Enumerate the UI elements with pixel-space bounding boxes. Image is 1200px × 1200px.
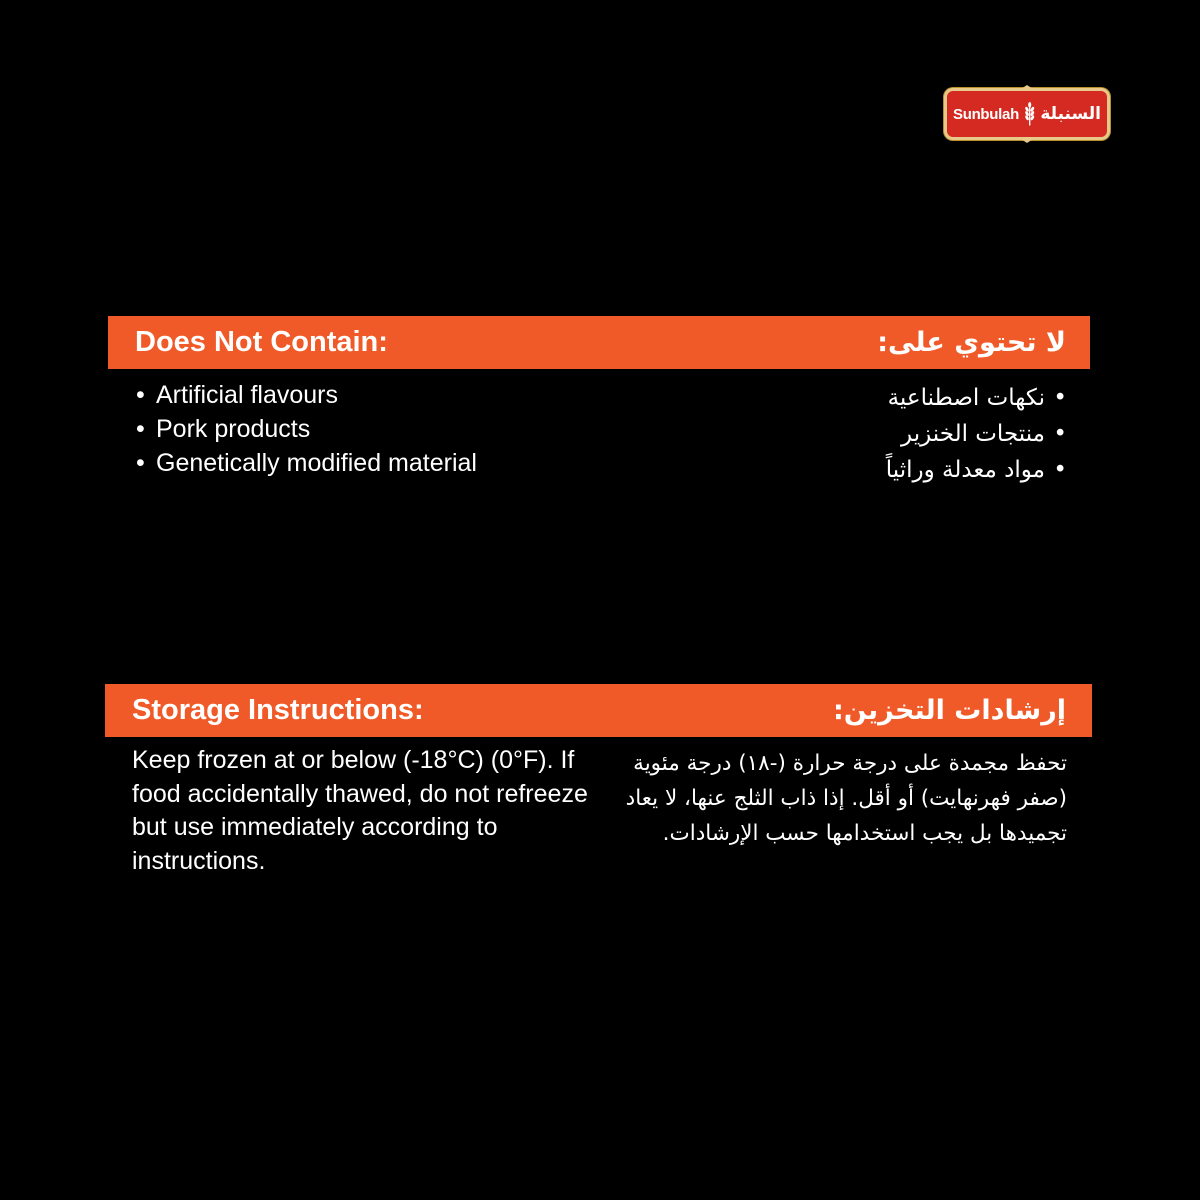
storage-title-en: Storage Instructions: xyxy=(132,694,424,726)
does-not-contain-list-ar xyxy=(886,380,1067,488)
sunbulah-logo xyxy=(944,88,1110,140)
storage-title-ar: إرشادات التخزين: xyxy=(832,695,1066,726)
logo-notch-bottom xyxy=(1018,137,1036,143)
does-not-contain-title-en: Does Not Contain: xyxy=(135,326,388,358)
does-not-contain-list-en xyxy=(136,378,477,480)
storage-text-ar: تحفظ مجمدة على درجة حرارة (-١٨) درجة مئوية (صفر فهرنهايت) أو أقل. إذا ذاب الثلج عنها، لا يعاد تجميدها بل يجب استخدامها حسب الإرشادات. xyxy=(625,751,1067,846)
list-item: • منتجات الخنزير xyxy=(886,416,1067,452)
logo-name-en: Sunbulah xyxy=(953,105,1019,123)
does-not-contain-title-ar: لا تحتوي على: xyxy=(877,327,1066,358)
list-item: • Artificial flavours xyxy=(136,378,477,412)
logo-notch-top xyxy=(1018,85,1036,91)
logo-name-ar: السنبلة xyxy=(1040,104,1101,124)
list-item: • Pork products xyxy=(136,412,477,446)
storage-text-en: Keep frozen at or below (-18°C) (0°F). If food accidentally thawed, do not refreeze but use immediately according to instructions. xyxy=(132,746,588,875)
storage-instructions-header xyxy=(105,684,1092,737)
does-not-contain-header xyxy=(108,316,1090,369)
wheat-icon xyxy=(1023,101,1036,127)
list-item: • مواد معدلة وراثياً xyxy=(886,452,1067,488)
list-item: • نكهات اصطناعية xyxy=(886,380,1067,416)
list-item: • Genetically modified material xyxy=(136,446,477,480)
